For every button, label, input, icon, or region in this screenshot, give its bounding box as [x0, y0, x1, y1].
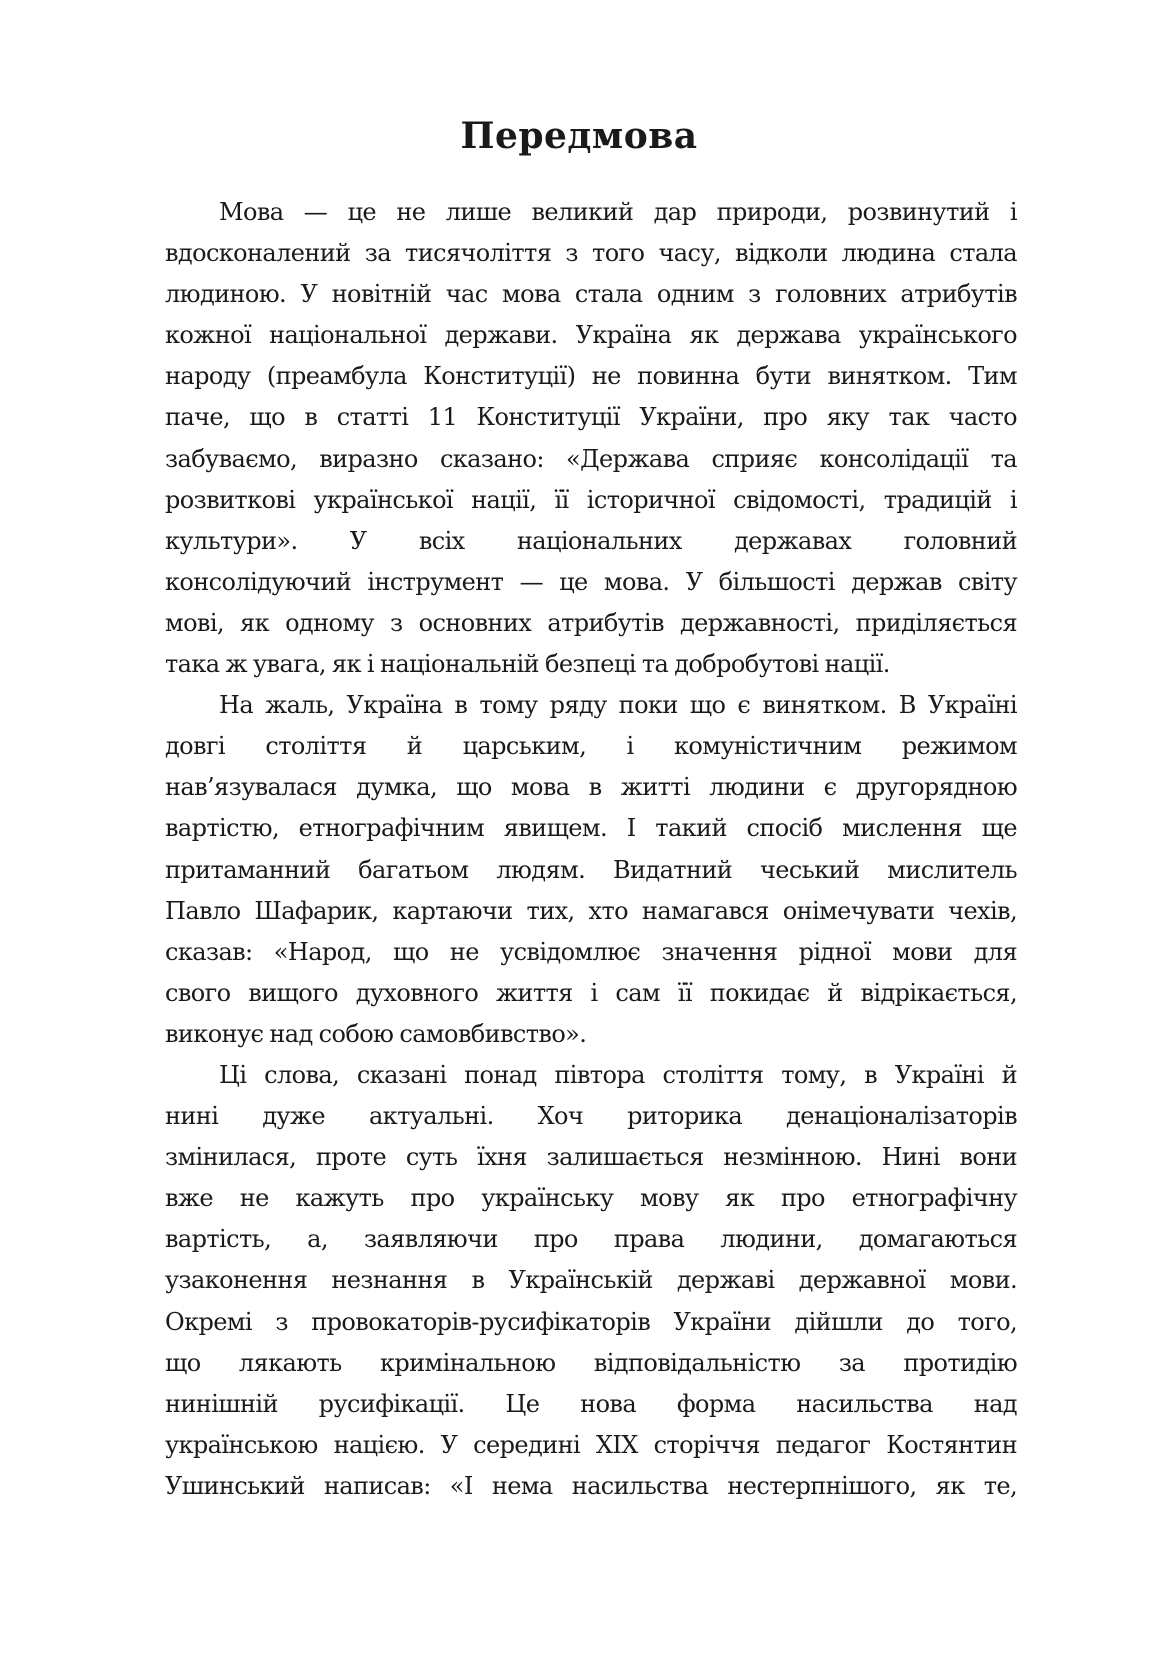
body-text — [165, 192, 1017, 1507]
text-line: змінилася, проте суть їхня залишається незмінною. Нині вони — [165, 1143, 1017, 1172]
text-line: культури». У всіх національних державах головний — [165, 526, 1017, 555]
text-line: українською нацією. У середині XIX сторіччя педагог Костянтин — [165, 1430, 1017, 1459]
text-line: нинішній русифікації. Це нова форма насильства над — [165, 1389, 1017, 1418]
paragraph — [165, 685, 1017, 1055]
text-line: Окремі з провокаторів-русифікаторів України дійшли до того, — [165, 1307, 1017, 1336]
text-line: свого вищого духовного життя і сам її покидає й відрікається, — [165, 978, 1017, 1007]
text-line: Павло Шафарик, картаючи тих, хто намагався онімечувати чехів, — [165, 896, 1017, 925]
text-line: кожної національної держави. Україна як держава українського — [165, 321, 1017, 350]
text-line: нині дуже актуальні. Хоч риторика денаціоналізаторів — [165, 1102, 1017, 1131]
text-line: сказав: «Народ, що не усвідомлює значення рідної мови для — [165, 937, 1017, 966]
text-line: вартість, а, заявляючи про права людини, домагаються — [165, 1225, 1017, 1254]
text-line: людиною. У новітній час мова стала одним з головних атрибутів — [165, 280, 1017, 309]
text-line: вдосконалений за тисячоліття з того часу, відколи людина стала — [165, 239, 1017, 268]
text-line: узаконення незнання в Українській державі державної мови. — [165, 1266, 1017, 1295]
text-line: народу (преамбула Конституції) не повинна бути винятком. Тим — [165, 362, 1017, 391]
paragraph — [165, 192, 1017, 685]
text-line: На жаль, Україна в тому ряду поки що є винятком. В Україні — [219, 691, 1017, 720]
text-line: паче, що в статті 11 Конституції України, про яку так часто — [165, 403, 1017, 432]
text-line: розвиткові української нації, її історичної свідомості, традицій і — [165, 485, 1017, 514]
text-line: притаманний багатьом людям. Видатний чеський мислитель — [165, 855, 1017, 884]
text-line: мові, як одному з основних атрибутів державності, приділяється — [165, 608, 1017, 637]
text-line: нав’язувалася думка, що мова в житті людини є другорядною — [165, 773, 1017, 802]
text-line: вартістю, етнографічним явищем. І такий спосіб мислення ще — [165, 814, 1017, 843]
text-line: Мова — це не лише великий дар природи, розвинутий і — [219, 198, 1017, 226]
text-line: така ж увага, як і національній безпеці та добробутові нації. — [165, 650, 890, 679]
text-line: довгі століття й царським, і комуністичним режимом — [165, 732, 1017, 761]
text-line: Ушинський написав: «І нема насильства нестерпнішого, як те, — [165, 1471, 1017, 1500]
text-line: що лякають кримінальною відповідальністю за протидію — [165, 1348, 1017, 1377]
text-line: виконує над собою самовбивство». — [165, 1019, 587, 1048]
text-line: забуваємо, виразно сказано: «Держава сприяє консолідації та — [165, 444, 1017, 473]
page-title: Передмова — [460, 115, 698, 157]
text-line: Ці слова, сказані понад півтора століття тому, в Україні й — [219, 1060, 1017, 1089]
text-line: вже не кажуть про українську мову як про етнографічну — [165, 1184, 1017, 1213]
paragraph — [165, 1055, 1017, 1507]
text-line: консолідуючий інструмент — це мова. У більшості держав світу — [165, 567, 1017, 596]
